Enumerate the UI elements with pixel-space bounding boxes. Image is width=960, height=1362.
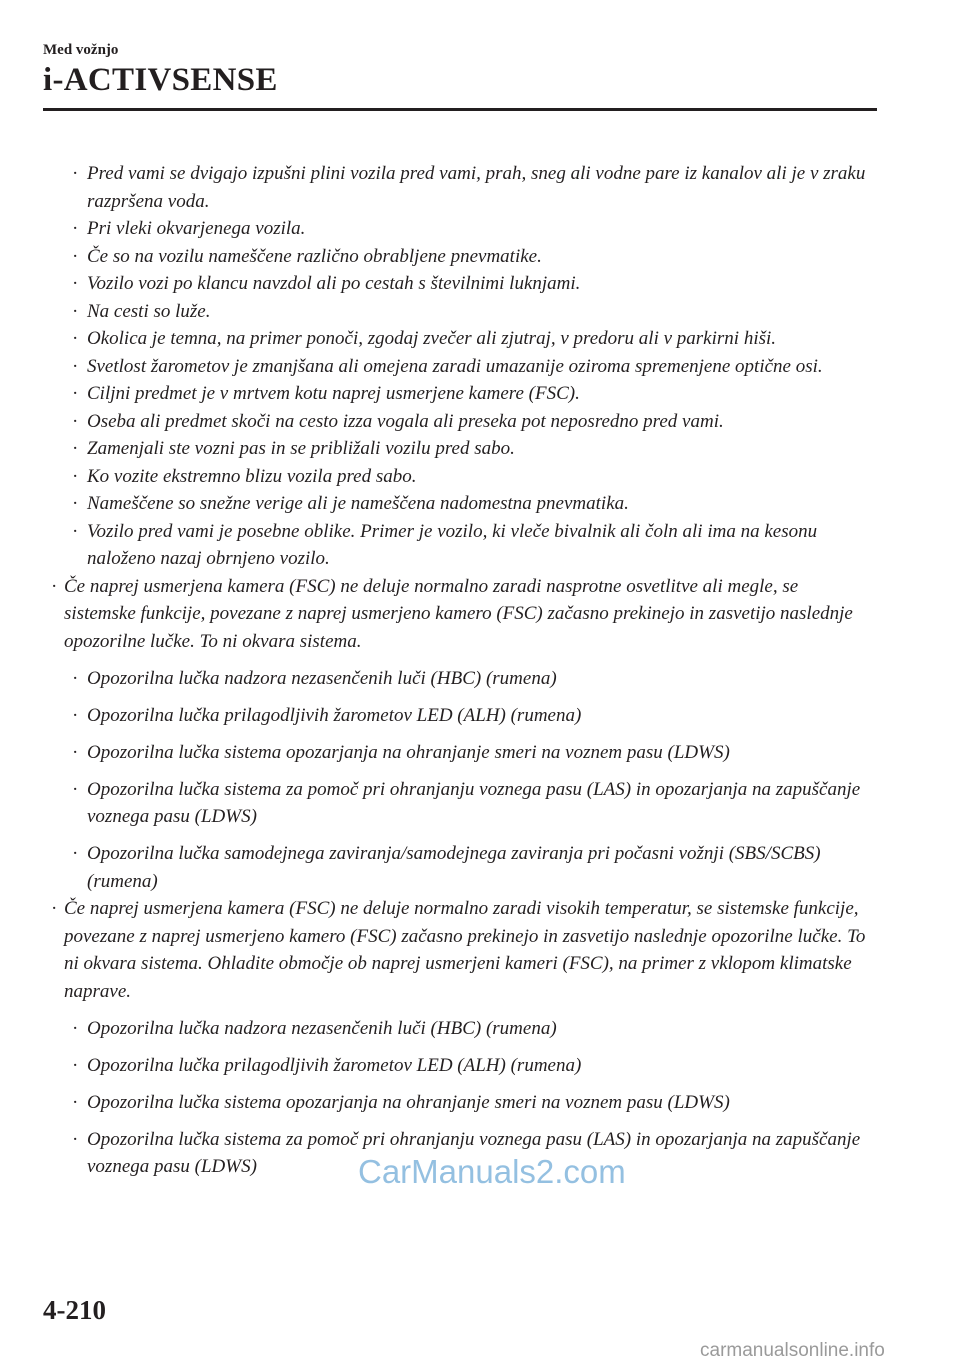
bullet-icon: ·	[72, 328, 79, 349]
list-item-text: Oseba ali predmet skoči na cesto izza vogala ali preseka pot neposredno pred vami.	[87, 410, 724, 432]
list-item	[50, 270, 870, 298]
list-item	[50, 298, 870, 326]
bullet-icon: ·	[72, 245, 79, 267]
bullet-icon: ·	[51, 898, 58, 919]
bullet-icon: ·	[72, 1091, 79, 1113]
bullet-icon: ·	[72, 704, 79, 726]
list-item	[50, 739, 870, 767]
document-body	[50, 160, 870, 1181]
list-item-text: Opozorilna lučka sistema opozarjanja na ohranjanje smeri na voznem pasu (LDWS)	[87, 741, 730, 763]
list-item-text: Svetlost žarometov je zmanjšana ali omejena zaradi umazanije oziroma spremenjene optične osi.	[87, 355, 823, 377]
list-item-text: Ciljni predmet je v mrtvem kotu naprej usmerjene kamere (FSC).	[87, 383, 580, 404]
list-item-text: Pred vami se dvigajo izpušni plini vozila pred vami, prah, sneg ali vodne pare iz kanalov ali je v zraku razpršena voda.	[87, 163, 866, 212]
bullet-icon: ·	[72, 465, 79, 487]
list-item	[50, 665, 870, 693]
watermark-logo: CarManuals2.com	[358, 1153, 626, 1190]
list-item-text: Ko vozite ekstremno blizu vozila pred sabo.	[87, 465, 417, 487]
list-item	[50, 1052, 870, 1080]
list-item	[50, 490, 870, 518]
list-item	[50, 776, 870, 831]
list-item-text: Če so na vozilu nameščene različno obrabljene pnevmatike.	[87, 245, 542, 267]
bullet-icon: ·	[72, 1017, 79, 1039]
list-item-text: Vozilo vozi po klancu navzdol ali po cestah s številnimi luknjami.	[87, 273, 581, 294]
list-item-text: Vozilo pred vami je posebne oblike. Primer je vozilo, ki vleče bivalnik ali čoln ali ima na kesonu naloženo nazaj obrnjeno vozilo.	[87, 520, 818, 569]
list-item	[50, 573, 870, 656]
bullet-icon: ·	[72, 163, 79, 184]
bullet-icon: ·	[72, 520, 79, 542]
bullet-icon: ·	[51, 575, 58, 597]
list-item	[50, 325, 870, 353]
list-item-text: Na cesti so luže.	[87, 300, 211, 322]
bullet-icon: ·	[72, 741, 79, 763]
bullet-icon: ·	[72, 438, 79, 459]
list-item-text: Če naprej usmerjena kamera (FSC) ne deluje normalno zaradi visokih temperatur, se sistemske funkcije, povezane z naprej usmerjeno kamero (FSC) začasno prekinejo in zasvetijo naslednje opozorilne lučke. To ni okvara sistema. Ohladite območje ob naprej usmerjeni kameri (FSC), na primer z vklopom klimatske naprave.	[64, 898, 866, 1002]
list-item	[50, 895, 870, 1005]
list-item-text: Opozorilna lučka samodejnega zaviranja/samodejnega zaviranja pri počasni vožnji (SBS/SCBS) (rumena)	[87, 843, 821, 892]
list-item-text: Pri vleki okvarjenega vozila.	[87, 218, 306, 239]
list-item-text: Nameščene so snežne verige ali je nameščena nadomestna pnevmatika.	[87, 493, 629, 514]
list-item-text: Opozorilna lučka sistema za pomoč pri ohranjanju voznega pasu (LAS) in opozarjanja na zapuščanje voznega pasu (LDWS)	[87, 1128, 861, 1177]
list-item-text: Opozorilna lučka nadzora nezasenčenih luči (HBC) (rumena)	[87, 667, 557, 689]
footer-site-link[interactable]: carmanualsonline.info	[700, 1340, 885, 1361]
list-item-text: Opozorilna lučka prilagodljivih žarometov LED (ALH) (rumena)	[87, 1054, 582, 1076]
list-item-text: Opozorilna lučka sistema za pomoč pri ohranjanju voznega pasu (LAS) in opozarjanja na zapuščanje voznega pasu (LDWS)	[87, 778, 861, 827]
list-item	[50, 463, 870, 491]
bullet-icon: ·	[72, 410, 79, 432]
list-item	[50, 1015, 870, 1043]
list-item	[50, 408, 870, 436]
list-item-text: Opozorilna lučka prilagodljivih žarometov LED (ALH) (rumena)	[87, 704, 582, 726]
list-item	[50, 518, 870, 573]
list-item	[50, 353, 870, 381]
bullet-icon: ·	[72, 355, 79, 377]
list-item	[50, 160, 870, 215]
section-label: Med vožnjo	[43, 42, 119, 58]
list-item-text: Okolica je temna, na primer ponoči, zgodaj zvečer ali zjutraj, v predoru ali v parkirni hiši.	[87, 328, 777, 349]
list-item-text: Zamenjali ste vozni pas in se približali vozilu pred sabo.	[87, 438, 515, 459]
header-divider	[43, 108, 877, 111]
bullet-icon: ·	[72, 273, 79, 294]
bullet-icon: ·	[72, 383, 79, 404]
list-item	[50, 1089, 870, 1117]
bullet-icon: ·	[72, 218, 79, 239]
bullet-icon: ·	[72, 778, 79, 800]
list-item	[50, 215, 870, 243]
list-item	[50, 435, 870, 463]
list-item-text: Opozorilna lučka nadzora nezasenčenih luči (HBC) (rumena)	[87, 1017, 557, 1039]
chapter-title: i-ACTIVSENSE	[43, 62, 278, 98]
bullet-icon: ·	[72, 667, 79, 689]
list-item	[50, 380, 870, 408]
bullet-icon: ·	[72, 300, 79, 322]
list-item-text: Opozorilna lučka sistema opozarjanja na ohranjanje smeri na voznem pasu (LDWS)	[87, 1091, 730, 1113]
bullet-icon: ·	[72, 843, 79, 864]
page-number: 4-210	[43, 1295, 106, 1325]
list-item	[50, 702, 870, 730]
list-item	[50, 243, 870, 271]
list-item-text: Če naprej usmerjena kamera (FSC) ne deluje normalno zaradi nasprotne osvetlitve ali megle, se sistemske funkcije, povezane z naprej usmerjeno kamero (FSC) začasno prekinejo in zasvetijo naslednje opozorilne lučke. To ni okvara sistema.	[64, 575, 853, 652]
bullet-icon: ·	[72, 493, 79, 514]
bullet-icon: ·	[72, 1054, 79, 1076]
bullet-icon: ·	[72, 1128, 79, 1150]
list-item	[50, 840, 870, 895]
